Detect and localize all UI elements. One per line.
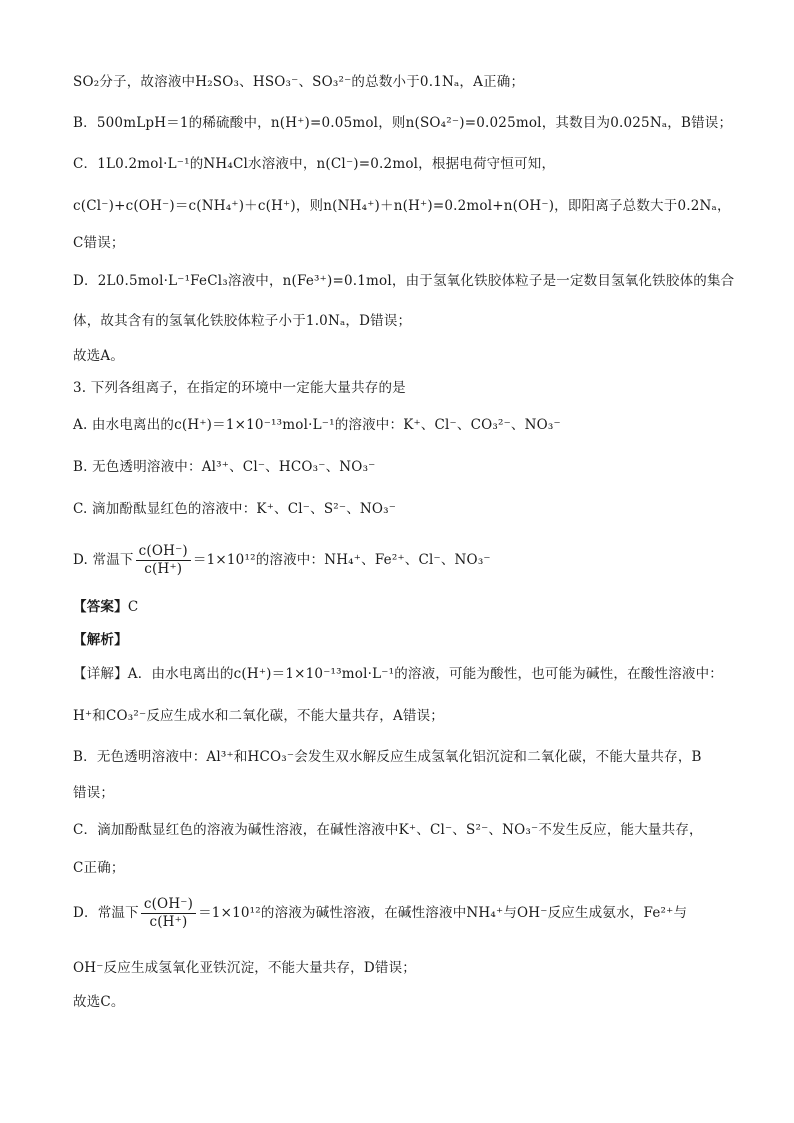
text-line: 错误； bbox=[73, 785, 115, 801]
text-line: SO₂分子，故溶液中H₂SO₃、HSO₃⁻、SO₃²⁻的总数小于0.1Nₐ，A正确； bbox=[73, 74, 525, 90]
option-d-suffix: ＝1×10¹²的溶液中：NH₄⁺、Fe²⁺、Cl⁻、NO₃⁻ bbox=[192, 552, 491, 568]
answer-value: C bbox=[127, 599, 139, 615]
fraction bbox=[136, 542, 191, 577]
text-line: C正确； bbox=[73, 860, 125, 876]
question-title: 3. 下列各组离子，在指定的环境中一定能大量共存的是 bbox=[73, 380, 406, 396]
option-d bbox=[73, 538, 743, 582]
text-line: B．无色透明溶液中：Al³⁺和HCO₃⁻会发生双水解反应生成氢氧化铝沉淀和二氧化碳，不能大量共存，B bbox=[73, 749, 702, 765]
fraction-denominator: c(H⁺) bbox=[144, 561, 183, 577]
text-line: c(Cl⁻)+c(OH⁻)＝c(NH₄⁺)＋c(H⁺)，则n(NH₄⁺)＋n(H⁺)=0.2mol+n(OH⁻)，即阳离子总数大于0.2Nₐ， bbox=[73, 198, 731, 214]
fraction bbox=[141, 895, 196, 930]
text-line: 【详解】A．由水电离出的c(H⁺)＝1×10⁻¹³mol·L⁻¹的溶液，可能为酸性，也可能为碱性，在酸性溶液中： bbox=[73, 666, 724, 682]
text-line: 体，故其含有的氢氧化铁胶体粒子小于1.0Nₐ，D错误； bbox=[73, 313, 412, 329]
explanation-d bbox=[73, 891, 743, 935]
analysis-tag bbox=[73, 630, 743, 650]
option-d-prefix: D. 常温下 bbox=[73, 552, 134, 568]
fraction-numerator: c(OH⁻) bbox=[136, 545, 191, 562]
text-line: C．滴加酚酞显红色的溶液为碱性溶液，在碱性溶液中K⁺、Cl⁻、S²⁻、NO₃⁻不发生反应，能大量共存， bbox=[73, 822, 703, 838]
text-line: 故选C。 bbox=[73, 994, 125, 1010]
option-c: C. 滴加酚酞显红色的溶液中：K⁺、Cl⁻、S²⁻、NO₃⁻ bbox=[73, 501, 397, 517]
text-line: C．1L0.2mol·L⁻¹的NH₄Cl水溶液中，n(Cl⁻)=0.2mol，根据电荷守恒可知， bbox=[73, 156, 556, 172]
explanation-d-prefix: D．常温下 bbox=[73, 905, 139, 921]
fraction-denominator: c(H⁺) bbox=[149, 914, 188, 930]
text-line: D．2L0.5mol·L⁻¹FeCl₃溶液中，n(Fe³⁺)=0.1mol，由于氢氧化铁胶体粒子是一定数目氢氧化铁胶体的集合 bbox=[73, 273, 735, 289]
text-line: 故选A。 bbox=[73, 348, 125, 364]
answer-line bbox=[73, 597, 743, 617]
option-b: B. 无色透明溶液中：Al³⁺、Cl⁻、HCO₃⁻、NO₃⁻ bbox=[73, 459, 376, 475]
text-line: OH⁻反应生成氢氧化亚铁沉淀，不能大量共存，D错误； bbox=[73, 960, 416, 976]
text-line: B．500mLpH＝1的稀硫酸中，n(H⁺)=0.05mol，则n(SO₄²⁻)=0.025mol，其数目为0.025Nₐ，B错误； bbox=[73, 115, 733, 131]
text-line: C错误； bbox=[73, 235, 125, 251]
explanation-d-suffix: ＝1×10¹²的溶液为碱性溶液，在碱性溶液中NH₄⁺与OH⁻反应生成氨水，Fe²⁺与 bbox=[198, 905, 688, 921]
answer-tag: 【答案】 bbox=[73, 599, 128, 615]
option-a: A. 由水电离出的c(H⁺)＝1×10⁻¹³mol·L⁻¹的溶液中：K⁺、Cl⁻、CO₃²⁻、NO₃⁻ bbox=[73, 417, 561, 433]
text-line: H⁺和CO₃²⁻反应生成水和二氧化碳，不能大量共存，A错误； bbox=[73, 708, 444, 724]
analysis-label: 【解析】 bbox=[73, 632, 128, 648]
fraction-numerator: c(OH⁻) bbox=[141, 898, 196, 915]
